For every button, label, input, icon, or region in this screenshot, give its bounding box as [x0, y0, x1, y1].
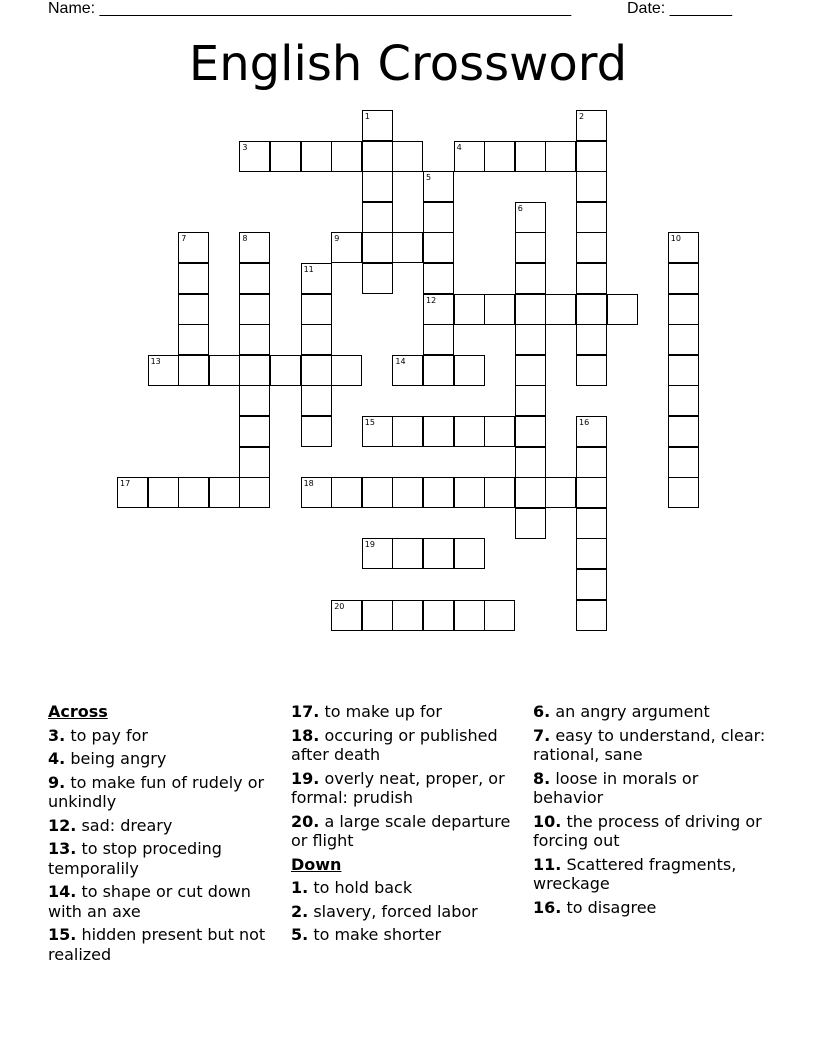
grid-cell[interactable]	[362, 171, 393, 202]
clue-across-18: 18. occuring or published after death	[291, 725, 498, 764]
clue-across-12: 12. sad: dreary	[48, 815, 173, 835]
grid-cell[interactable]	[668, 263, 699, 294]
grid-cell[interactable]	[668, 416, 699, 447]
grid-cell[interactable]	[545, 477, 576, 508]
grid-clue-number: 3	[242, 142, 248, 152]
grid-clue-number: 1	[364, 112, 370, 121]
clues-column-3	[533, 702, 768, 921]
grid-cell[interactable]	[270, 355, 301, 386]
clue-across-13: 13. to stop proceding temporalily	[48, 839, 222, 878]
grid-cell[interactable]	[362, 141, 393, 172]
grid-cell[interactable]	[668, 324, 699, 355]
grid-clue-number: 5	[426, 173, 432, 183]
grid-clue-number: 7	[181, 234, 187, 244]
grid-cell[interactable]	[239, 324, 270, 355]
grid-cell[interactable]	[209, 477, 240, 508]
grid-cell[interactable]	[301, 294, 332, 325]
grid-cell[interactable]	[423, 324, 454, 355]
grid-cell[interactable]	[239, 355, 270, 386]
grid-cell[interactable]	[515, 263, 546, 294]
grid-cell[interactable]	[362, 232, 393, 263]
clue-down-1: 1. to hold back	[291, 878, 413, 897]
grid-cell[interactable]	[270, 141, 301, 172]
grid-cell[interactable]	[423, 538, 454, 569]
grid-cell[interactable]	[239, 294, 270, 325]
grid-clue-number: 4	[456, 142, 462, 152]
grid-cell[interactable]	[392, 538, 423, 569]
grid-cell[interactable]	[545, 294, 576, 325]
grid-clue-number: 6	[517, 203, 523, 213]
grid-cell[interactable]	[178, 294, 209, 325]
clue-across-20: 20. a large scale departure or flight	[291, 811, 511, 850]
grid-cell[interactable]	[454, 477, 485, 508]
grid-cell[interactable]	[454, 538, 485, 569]
grid-cell[interactable]	[576, 141, 607, 172]
clue-across-19: 19. overly neat, proper, or formal: prudish	[291, 768, 505, 807]
clues-column-1	[48, 702, 278, 968]
grid-clue-number: 11	[303, 265, 314, 274]
grid-clue-number: 18	[303, 479, 314, 489]
grid-cell[interactable]	[178, 355, 209, 386]
grid-cell[interactable]	[301, 385, 332, 416]
clue-across-4: 4. being angry	[48, 749, 167, 768]
grid-cell[interactable]	[239, 385, 270, 416]
grid-cell[interactable]	[576, 508, 607, 539]
grid-cell[interactable]	[178, 477, 209, 508]
grid-cell[interactable]	[515, 141, 546, 172]
grid-cell[interactable]	[484, 416, 515, 447]
grid-cell[interactable]	[362, 263, 393, 294]
grid-cell[interactable]	[301, 324, 332, 355]
grid-cell[interactable]	[668, 477, 699, 508]
down-heading: Down	[291, 854, 342, 874]
grid-cell[interactable]	[392, 477, 423, 508]
grid-cell[interactable]	[239, 477, 270, 508]
grid-cell[interactable]	[148, 477, 179, 508]
clue-down-16: 16. to disagree	[533, 897, 657, 917]
clue-down-7: 7. easy to understand, clear: rational, sane	[533, 725, 766, 764]
grid-cell[interactable]	[515, 416, 546, 447]
name-field-label: Name: _____________________________________________________	[48, 0, 572, 17]
grid-cell[interactable]	[454, 294, 485, 325]
grid-cell[interactable]	[484, 477, 515, 508]
grid-cell[interactable]	[607, 294, 638, 325]
grid-cell[interactable]	[301, 141, 332, 172]
grid-cell[interactable]	[454, 600, 485, 631]
clue-down-5: 5. to make shorter	[291, 925, 442, 944]
grid-cell[interactable]	[423, 477, 454, 508]
clue-across-14: 14. to shape or cut down with an axe	[48, 882, 251, 921]
grid-cell[interactable]	[515, 508, 546, 539]
grid-cell[interactable]	[239, 447, 270, 478]
grid-cell[interactable]	[239, 263, 270, 294]
grid-cell[interactable]	[545, 141, 576, 172]
grid-cell[interactable]	[576, 294, 607, 325]
clue-across-15: 15. hidden present but not realized	[48, 925, 266, 964]
clue-across-9: 9. to make fun of rudely or unkindly	[48, 772, 265, 811]
grid-cell[interactable]	[301, 416, 332, 447]
clue-down-6: 6. an angry argument	[533, 702, 710, 721]
grid-cell[interactable]	[331, 141, 362, 172]
grid-cell[interactable]	[423, 202, 454, 233]
grid-cell[interactable]	[576, 171, 607, 202]
grid-cell[interactable]	[362, 477, 393, 508]
grid-clue-number: 16	[579, 418, 590, 427]
grid-cell[interactable]	[178, 263, 209, 294]
grid-clue-number: 10	[670, 234, 681, 244]
grid-clue-number: 17	[120, 479, 131, 489]
grid-cell[interactable]	[576, 232, 607, 263]
grid-cell[interactable]	[331, 355, 362, 386]
grid-cell[interactable]	[209, 355, 240, 386]
grid-cell[interactable]	[423, 355, 454, 386]
grid-cell[interactable]	[576, 324, 607, 355]
grid-clue-number: 13	[150, 356, 161, 366]
clue-down-2: 2. slavery, forced labor	[291, 901, 478, 921]
grid-clue-number: 15	[364, 418, 375, 427]
clue-down-10: 10. the process of driving or forcing out	[533, 811, 762, 850]
grid-clue-number: 12	[426, 295, 437, 305]
clue-down-8: 8. loose in morals or behavior	[533, 768, 699, 807]
grid-cell[interactable]	[362, 600, 393, 631]
grid-clue-number: 19	[364, 540, 375, 550]
grid-cell[interactable]	[515, 324, 546, 355]
grid-cell[interactable]	[423, 232, 454, 263]
grid-cell[interactable]	[515, 385, 546, 416]
grid-cell[interactable]	[515, 447, 546, 478]
grid-clue-number: 14	[395, 356, 406, 366]
grid-cell[interactable]	[484, 294, 515, 325]
grid-cell[interactable]	[576, 477, 607, 508]
grid-clue-number: 2	[579, 112, 585, 121]
grid-cell[interactable]	[515, 355, 546, 386]
across-heading: Across	[48, 702, 108, 721]
clue-down-11: 11. Scattered fragments, wreckage	[533, 854, 737, 893]
grid-cell[interactable]	[392, 141, 423, 172]
grid-cell[interactable]	[362, 202, 393, 233]
grid-cell[interactable]	[301, 355, 332, 386]
grid-cell[interactable]	[668, 385, 699, 416]
grid-cell[interactable]	[392, 416, 423, 447]
grid-cell[interactable]	[576, 600, 607, 631]
grid-cell[interactable]	[515, 294, 546, 325]
grid-clue-number: 8	[242, 234, 248, 244]
grid-cell[interactable]	[576, 569, 607, 600]
grid-cell[interactable]	[484, 141, 515, 172]
grid-cell[interactable]	[423, 600, 454, 631]
grid-cell[interactable]	[331, 477, 362, 508]
grid-cell[interactable]	[484, 600, 515, 631]
grid-cell[interactable]	[576, 263, 607, 294]
grid-cell[interactable]	[423, 416, 454, 447]
grid-cell[interactable]	[515, 477, 546, 508]
clue-across-3: 3. to pay for	[48, 725, 148, 745]
grid-cell[interactable]	[423, 263, 454, 294]
grid-cell[interactable]	[668, 447, 699, 478]
grid-cell[interactable]	[239, 416, 270, 447]
grid-clue-number: 9	[334, 234, 340, 244]
grid-cell[interactable]	[178, 324, 209, 355]
page-title: English Crossword	[188, 36, 628, 92]
grid-cell[interactable]	[576, 202, 607, 233]
grid-cell[interactable]	[668, 294, 699, 325]
grid-cell[interactable]	[454, 416, 485, 447]
clues-column-2	[291, 702, 523, 949]
grid-cell[interactable]	[392, 600, 423, 631]
grid-cell[interactable]	[576, 355, 607, 386]
grid-cell[interactable]	[668, 355, 699, 386]
grid-cell[interactable]	[576, 447, 607, 478]
grid-cell[interactable]	[392, 232, 423, 263]
clue-across-17: 17. to make up for	[291, 702, 442, 721]
grid-clue-number: 20	[334, 601, 345, 611]
grid-cell[interactable]	[576, 538, 607, 569]
date-field-label: Date: _______	[627, 0, 732, 17]
grid-cell[interactable]	[515, 232, 546, 263]
grid-cell[interactable]	[454, 355, 485, 386]
